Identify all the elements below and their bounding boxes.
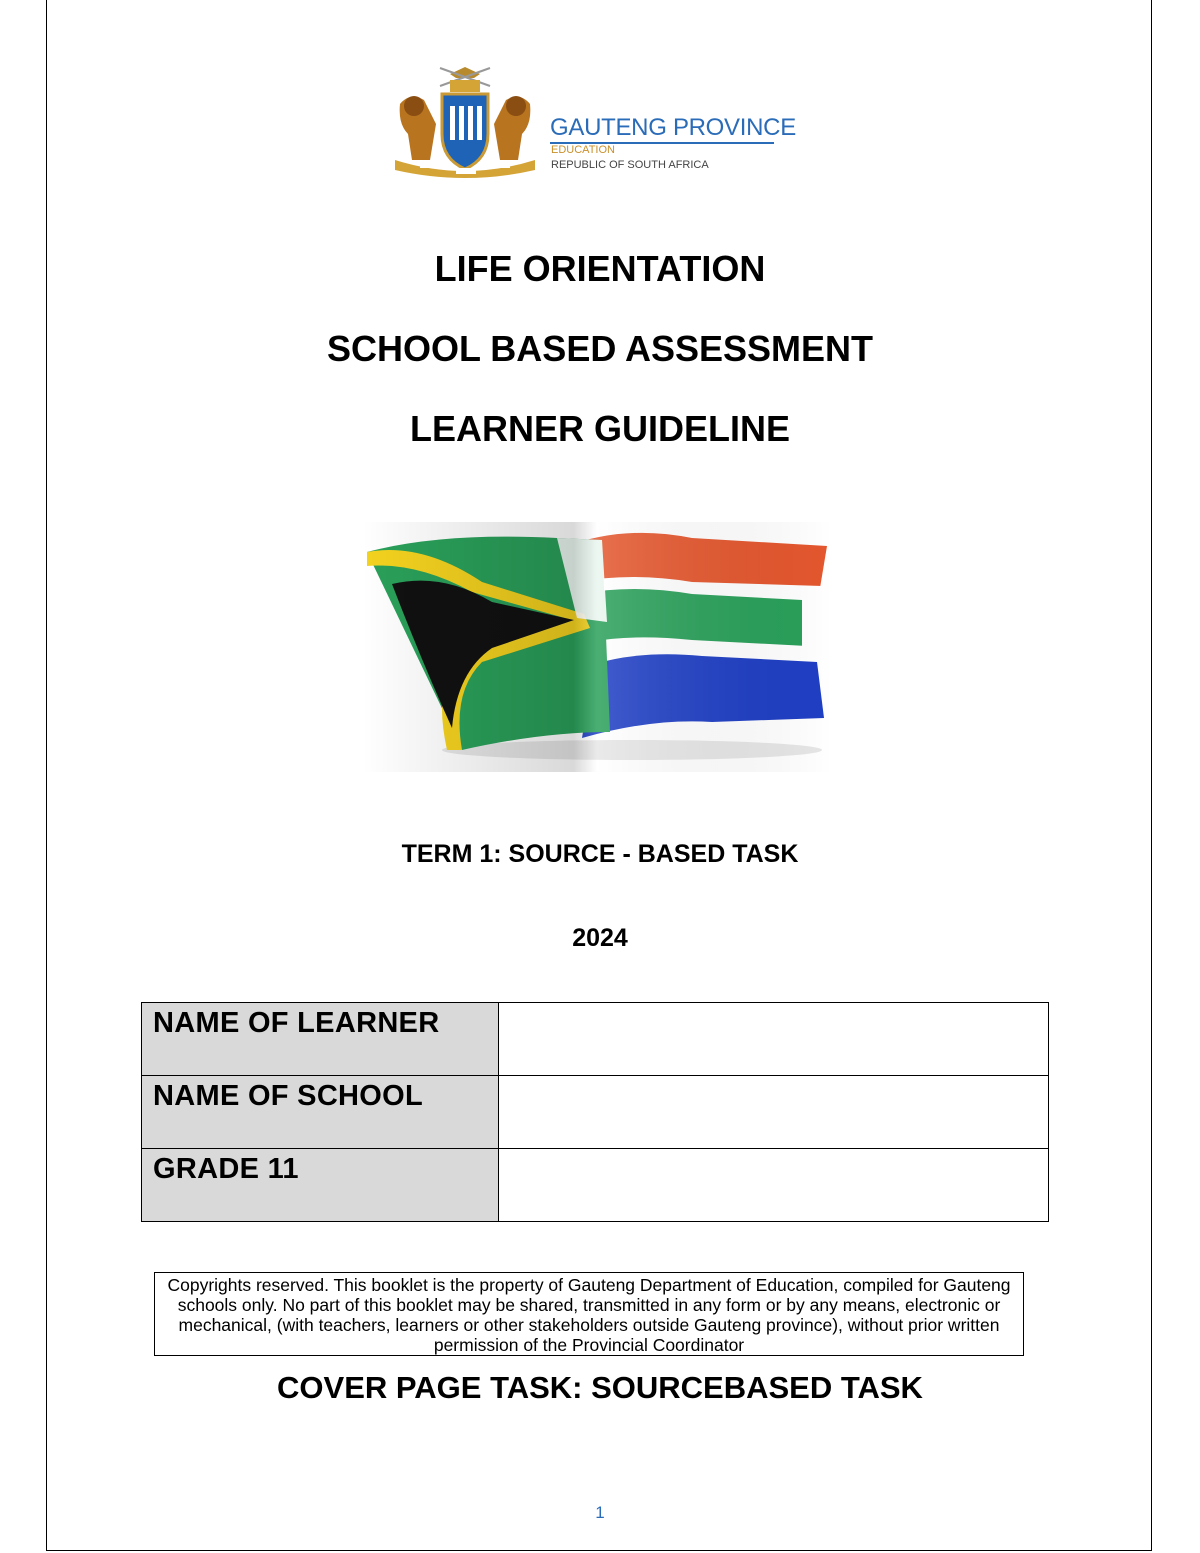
learner-name-label: NAME OF LEARNER xyxy=(142,1003,499,1076)
school-name-field[interactable] xyxy=(499,1076,1049,1149)
coat-of-arms-icon xyxy=(390,64,545,184)
term-heading: TERM 1: SOURCE - BASED TASK xyxy=(401,840,799,868)
logo-province-text: GAUTENG PROVINCE xyxy=(550,114,796,141)
copyright-notice: Copyrights reserved. This booklet is the property of Gauteng Department of Education, compiled for Gauteng schools only. No part of this booklet may be shared, transmitted in any form or by any means, electronic or mechanical, (with teachers, learners or other stakeholders outside Gauteng province), without prior written permission of the Provincial Coordinator xyxy=(154,1272,1024,1356)
table-row xyxy=(142,1076,1049,1149)
grade-field[interactable] xyxy=(499,1149,1049,1222)
logo-country-text: REPUBLIC OF SOUTH AFRICA xyxy=(551,159,709,171)
title-subject: LIFE ORIENTATION xyxy=(434,248,766,289)
south-african-flag-icon xyxy=(362,522,832,772)
grade-label: GRADE 11 xyxy=(142,1149,499,1222)
school-name-label: NAME OF SCHOOL xyxy=(142,1076,499,1149)
table-row xyxy=(142,1003,1049,1076)
title-guideline: LEARNER GUIDELINE xyxy=(409,408,791,449)
logo-department-text: EDUCATION xyxy=(551,144,615,156)
learner-name-field[interactable] xyxy=(499,1003,1049,1076)
gauteng-logo xyxy=(390,64,796,184)
learner-info-table xyxy=(141,1002,1049,1222)
cover-task-heading: COVER PAGE TASK: SOURCEBASED TASK xyxy=(277,1370,923,1405)
table-row xyxy=(142,1149,1049,1222)
page-number: 1 xyxy=(595,1503,605,1522)
title-assessment: SCHOOL BASED ASSESSMENT xyxy=(326,328,874,369)
year-heading: 2024 xyxy=(572,924,628,952)
